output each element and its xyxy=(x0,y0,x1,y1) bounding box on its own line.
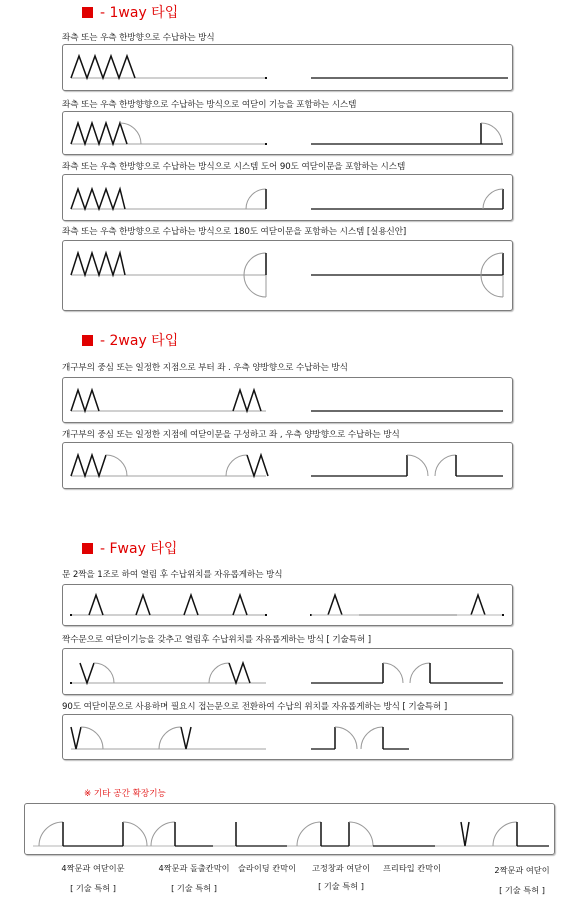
extra-label-sliding-partition: 슬라이딩 칸막이 xyxy=(238,863,296,873)
diagram-fway-swing xyxy=(62,648,513,695)
diagram-1way-90 xyxy=(62,174,513,221)
extra-functions-note: ※ 기타 공간 확장기능 xyxy=(84,789,166,799)
diagram-fway-90 xyxy=(62,714,513,760)
extra-label-2door-swing-patent: [ 기술 특허 ] xyxy=(499,885,545,895)
caption-fway-90: 90도 여닫이문으로 사용하며 필요시 접는문으로 전환하여 수납의 위치를 자유롭게하는 방식 [ 기술특허 ] xyxy=(62,702,448,712)
section-heading-1way: - 1way 타입 xyxy=(82,2,178,22)
caption-fway-swing: 짝수문으로 여닫이기능을 갖추고 열림후 수납위치를 자유롭게하는 방식 [ 기술특허 ] xyxy=(62,635,372,645)
caption-1way-swing: 좌측 또는 우측 한방향향으로 수납하는 방식으로 여닫이 기능을 포함하는 시스템 xyxy=(62,100,357,110)
caption-1way-180: 좌측 또는 우측 한방향으로 수납하는 방식으로 180도 여닫이문을 포함하는 시스템 [실용신안] xyxy=(62,227,407,237)
diagram-1way-180 xyxy=(62,240,513,311)
section-heading-2way: - 2way 타입 xyxy=(82,330,178,350)
extra-label-2door-swing: 2짝문과 여닫이 xyxy=(494,865,550,875)
red-square-icon xyxy=(82,7,93,18)
diagram-1way-swing xyxy=(62,111,513,155)
caption-fway-basic: 문 2짝을 1조로 하여 열림 후 수납위치를 자유롭게하는 방식 xyxy=(62,570,283,580)
extra-label-4door-swing: 4짝문과 여닫이문 xyxy=(61,863,125,873)
caption-2way-swing: 개구부의 중심 또는 일정한 지점에 여닫이문을 구성하고 좌 , 우측 양방향으로 수납하는 방식 xyxy=(62,430,400,440)
extra-label-4door-swing-patent: [ 기술 특허 ] xyxy=(70,883,116,893)
caption-1way-90: 좌측 또는 우측 한방향으로 수납하는 방식으로 시스템 도어 90도 여닫이문을 포함하는 시스템 xyxy=(62,162,406,172)
red-square-icon xyxy=(82,543,93,554)
extra-label-4door-partition-patent: [ 기술 특허 ] xyxy=(171,883,217,893)
extra-label-free-partition: 프리타입 칸막이 xyxy=(383,863,441,873)
diagram-2way-basic xyxy=(62,377,513,423)
extra-label-fixed-window: 고정창과 여닫이 xyxy=(312,863,370,873)
diagram-fway-basic xyxy=(62,584,513,626)
red-square-icon xyxy=(82,335,93,346)
section-heading-fway: - Fway 타입 xyxy=(82,538,177,558)
caption-2way-basic: 개구부의 중심 또는 일정한 지점으로 부터 좌 . 우측 양방향으로 수납하는 방식 xyxy=(62,363,348,373)
diagram-extra-functions xyxy=(24,803,555,855)
extra-label-4door-partition: 4짝문과 돌출칸막이 xyxy=(158,863,230,873)
caption-1way-basic: 좌측 또는 우측 한방향으로 수납하는 방식 xyxy=(62,33,215,43)
extra-label-fixed-window-patent: [ 기술 특허 ] xyxy=(318,881,364,891)
diagram-2way-swing xyxy=(62,442,513,489)
diagram-1way-basic xyxy=(62,44,513,91)
